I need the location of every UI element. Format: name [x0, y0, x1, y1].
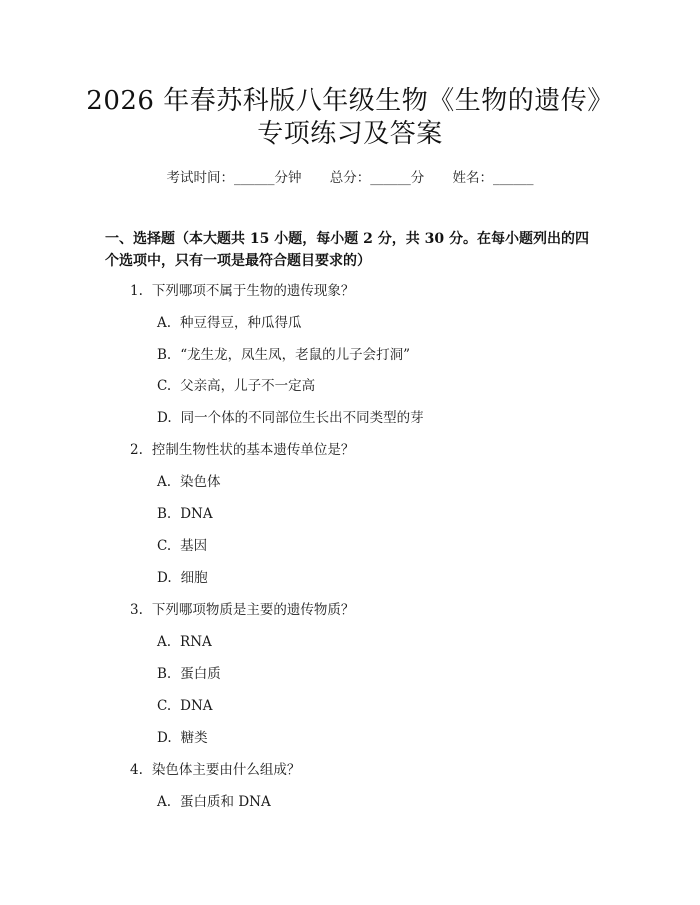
question-3 [130, 600, 354, 620]
option-letter: A. [157, 474, 172, 490]
option-letter: B. [157, 506, 172, 522]
option-text: RNA [180, 634, 212, 650]
question-1-option-c [157, 376, 315, 396]
option-letter: A. [157, 634, 172, 650]
option-text: 蛋白质 [180, 666, 221, 682]
question-3-option-c [157, 696, 213, 716]
question-text: 下列哪项物质是主要的遗传物质？ [151, 602, 355, 618]
option-letter: D. [157, 730, 172, 746]
option-text: “龙生龙，凤生凤，老鼠的儿子会打洞” [180, 347, 411, 363]
option-letter: C. [157, 378, 172, 394]
exam-meta-row [0, 168, 700, 188]
question-text: 控制生物性状的基本遗传单位是？ [151, 442, 355, 458]
option-letter: C. [157, 698, 172, 714]
question-number: 3. [130, 602, 143, 618]
option-letter: C. [157, 538, 172, 554]
section-heading-multiple-choice: 一、选择题（本大题共 15 小题，每小题 2 分，共 30 分。在每小题列出的四个选项中，只有一项是最符合题目要求的） [105, 231, 589, 269]
option-text: 蛋白质和 DNA [180, 794, 271, 810]
question-text: 下列哪项不属于生物的遗传现象？ [151, 283, 355, 299]
question-4-option-a [157, 792, 271, 812]
option-text: 父亲高，儿子不一定高 [180, 378, 316, 394]
option-text: 糖类 [180, 730, 208, 746]
question-number: 4. [130, 762, 143, 778]
question-2-option-d [157, 568, 208, 588]
question-1-option-b [157, 345, 410, 365]
option-text: DNA [180, 698, 213, 714]
option-text: DNA [180, 506, 213, 522]
question-2-option-b [157, 504, 213, 524]
option-text: 同一个体的不同部位生长出不同类型的芽 [180, 410, 424, 426]
question-2-option-a [157, 472, 221, 492]
question-3-option-d [157, 728, 208, 748]
question-text: 染色体主要由什么组成？ [151, 762, 301, 778]
question-number: 2. [130, 442, 143, 458]
option-letter: D. [157, 410, 172, 426]
option-letter: D. [157, 570, 172, 586]
option-text: 染色体 [180, 474, 221, 490]
question-1-option-d [157, 408, 424, 428]
option-letter: A. [157, 794, 172, 810]
student-name-field: 姓名：______ [452, 170, 534, 186]
option-letter: A. [157, 315, 172, 331]
question-2-option-c [157, 536, 207, 556]
option-text: 细胞 [180, 570, 208, 586]
option-letter: B. [157, 347, 172, 363]
question-3-option-b [157, 664, 221, 684]
option-text: 基因 [180, 538, 208, 554]
total-score-field: 总分：______分 [329, 170, 425, 186]
page-title-line-1: 2026 年春苏科版八年级生物《生物的遗传》 [86, 86, 614, 116]
page-title-line-2: 专项练习及答案 [257, 119, 443, 149]
question-4 [130, 760, 300, 780]
question-2 [130, 440, 354, 460]
question-3-option-a [157, 632, 212, 652]
question-1-option-a [157, 313, 302, 333]
option-text: 种豆得豆，种瓜得瓜 [180, 315, 302, 331]
question-number: 1. [130, 283, 143, 299]
question-1 [130, 281, 354, 301]
exam-time-field: 考试时间：______分钟 [166, 170, 302, 186]
option-letter: B. [157, 666, 172, 682]
